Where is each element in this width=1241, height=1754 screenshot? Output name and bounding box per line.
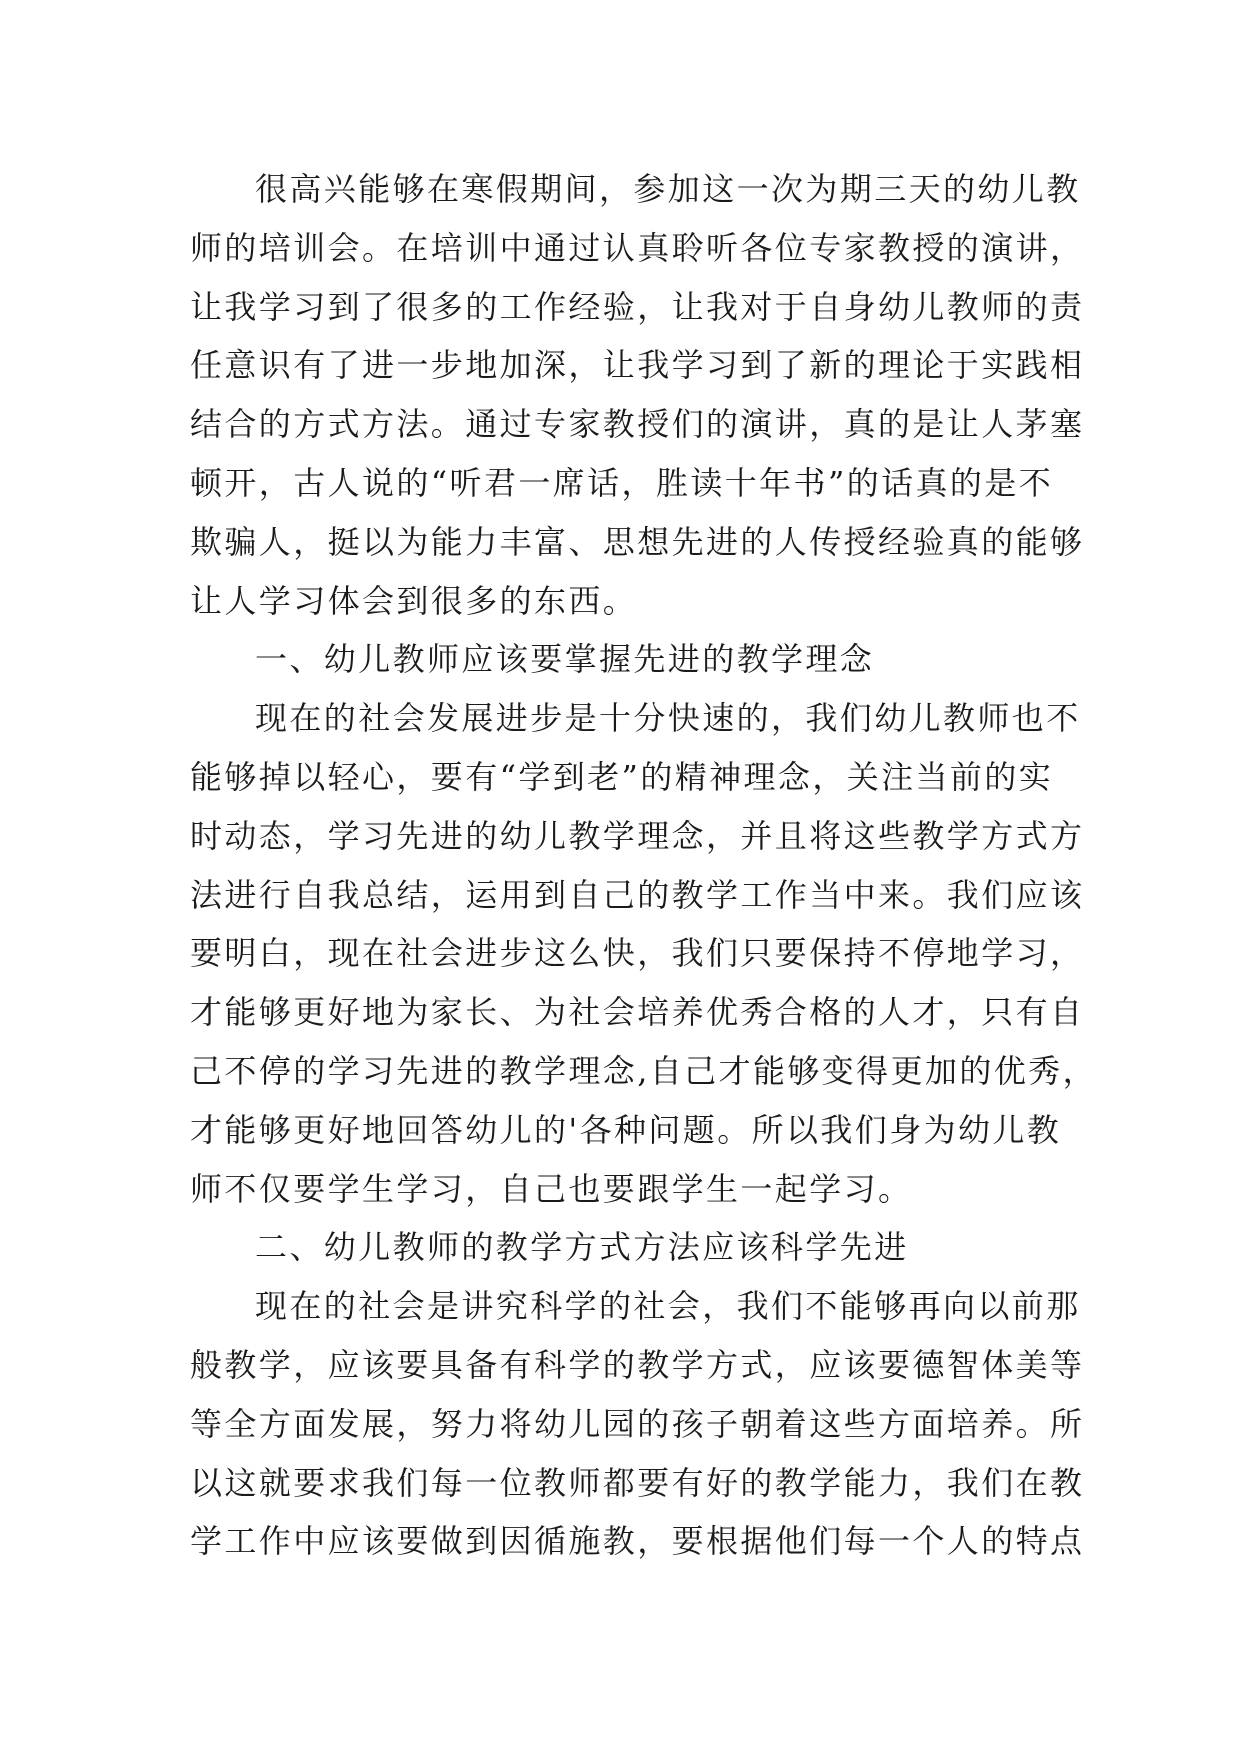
paragraph-line: 才能够更好地回答幼儿的'各种问题。所以我们身为幼儿教 [190,1110,1062,1149]
paragraph-line: 欺骗人，挺以为能力丰富、思想先进的人传授经验真的能够 [190,522,1085,561]
document-body [190,160,1097,1571]
paragraph-line: 很高兴能够在寒假期间，参加这一次为期三天的幼儿教 [255,170,1081,208]
section-heading: 一、幼儿教师应该要掌握先进的教学理念 [255,640,875,679]
paragraph-line: 以这就要求我们每一位教师都要有好的教学能力，我们在教 [190,1463,1085,1502]
paragraph-line: 现在的社会是讲究科学的社会，我们不能够再向以前那 [255,1287,1081,1326]
paragraph-line: 任意识有了进一步地加深，让我学习到了新的理论于实践相 [190,346,1085,385]
paragraph-line: 现在的社会发展进步是十分快速的，我们幼儿教师也不 [255,699,1081,738]
paragraph-line: 结合的方式方法。通过专家教授们的演讲，真的是让人茅塞 [190,405,1085,444]
paragraph-line: 才能够更好地为家长、为社会培养优秀合格的人才，只有自 [190,993,1085,1032]
paragraph-line: 等全方面发展，努力将幼儿园的孩子朝着这些方面培养。所 [190,1404,1085,1443]
paragraph-line: 般教学，应该要具备有科学的教学方式，应该要德智体美等 [190,1345,1085,1384]
paragraph-line: 让我学习到了很多的工作经验，让我对于自身幼儿教师的责 [190,287,1085,326]
paragraph-line: 让人学习体会到很多的东西。 [190,581,638,620]
paragraph-line: 师的培训会。在培训中通过认真聆听各位专家教授的演讲， [190,228,1085,267]
paragraph-line: 师不仅要学生学习，自己也要跟学生一起学习。 [190,1169,913,1208]
paragraph-line: 能够掉以轻心，要有“学到老”的精神理念，关注当前的实 [190,757,1054,796]
section-heading: 二、幼儿教师的教学方式方法应该科学先进 [255,1228,909,1267]
paragraph-line: 学工作中应该要做到因循施教，要根据他们每一个人的特点 [190,1522,1085,1561]
paragraph-line: 要明白，现在社会进步这么快，我们只要保持不停地学习， [190,934,1085,973]
paragraph-line: 时动态，学习先进的幼儿教学理念，并且将这些教学方式方 [190,816,1085,855]
paragraph-line: 法进行自我总结，运用到自己的教学工作当中来。我们应该 [190,875,1085,914]
paragraph-line: 己不停的学习先进的教学理念,自己才能够变得更加的优秀， [190,1051,1097,1090]
paragraph-line: 顿开，古人说的“听君一席话，胜读十年书”的话真的是不 [190,463,1054,502]
